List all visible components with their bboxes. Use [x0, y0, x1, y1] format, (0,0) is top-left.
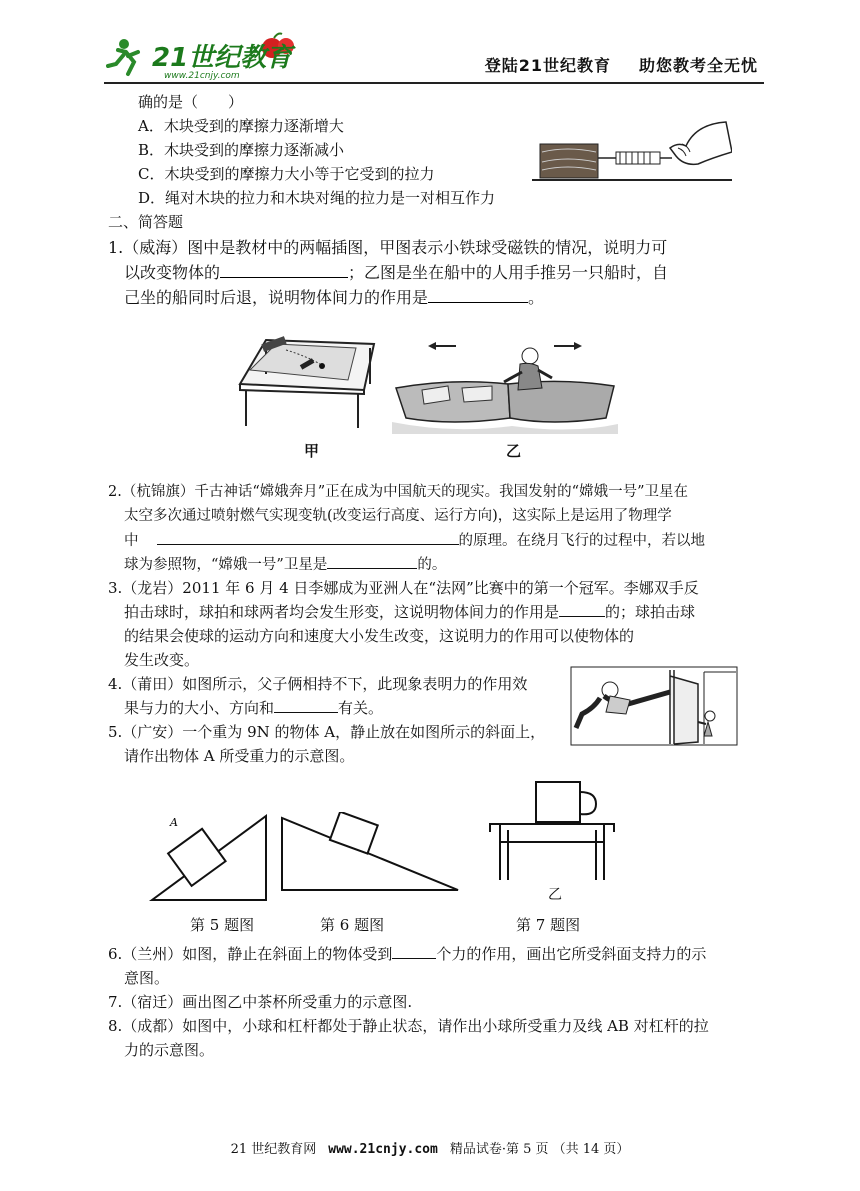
- q6-text: 个力的作用，画出它所受斜面支持力的示: [436, 945, 707, 963]
- q1-line3: [124, 286, 544, 310]
- q3-line2: [124, 600, 695, 624]
- caption-jia: 甲: [304, 442, 320, 460]
- q2-line4: [124, 552, 446, 577]
- q2-line1: 2.（杭锦旗）千古神话“嫦娥奔月”正在成为中国航天的现实。我国发射的“嫦娥一号”卫星在: [108, 484, 688, 500]
- boats-figure: [392, 338, 618, 434]
- caption-yi: 乙: [506, 442, 522, 460]
- q6-line1: [108, 942, 706, 966]
- footer-url[interactable]: www.21cnjy.com: [328, 1142, 438, 1157]
- q5-line2: 请作出物体 A 所受重力的示意图。: [124, 747, 355, 765]
- q3-line1: 3.（龙岩）2011 年 6 月 4 日李娜成为亚洲人在“法网”比赛中的第一个冠军。李娜双手反: [108, 579, 699, 597]
- fig7-label-yi: 乙: [548, 887, 562, 903]
- page-footer: [0, 1138, 860, 1157]
- q8-line1: 8.（成都）如图中，小球和杠杆都处于静止状态，请作出小球所受重力及线 AB 对杠杆的拉: [108, 1017, 709, 1035]
- slogan-help: 助您教考全无忧: [638, 56, 758, 75]
- fig7-caption: 第 7 题图: [516, 916, 581, 934]
- runner-icon: [108, 39, 138, 74]
- q1-answer-blank-2[interactable]: [428, 286, 528, 303]
- q2-answer-blank-2[interactable]: [327, 552, 417, 569]
- q3-line4: 发生改变。: [124, 651, 200, 669]
- site-logo: [104, 30, 314, 82]
- q7-line1: 7.（宿迁）画出图乙中茶杯所受重力的示意图.: [108, 993, 413, 1011]
- q6-text: 6.（兰州）如图，静止在斜面上的物体受到: [108, 945, 393, 963]
- q6-line2: 意图。: [124, 969, 170, 987]
- q5-line1: 5.（广安）一个重为 9N 的物体 A，静止放在如图所示的斜面上，: [108, 723, 546, 741]
- q4-text: 果与力的大小、方向和: [124, 699, 275, 717]
- q4-answer-blank[interactable]: [274, 696, 338, 713]
- q1-text: ；乙图是坐在船中的人用手推另一只船时，自: [348, 263, 669, 282]
- q2-text: 的原理。在绕月飞行的过程中，若以地: [458, 533, 705, 549]
- q6-answer-blank[interactable]: [392, 942, 436, 959]
- q4-text: 有关。: [338, 699, 384, 717]
- footer-site: 21 世纪教育网: [230, 1142, 317, 1157]
- fig5-caption: 第 5 题图: [190, 916, 255, 934]
- q1-line2: [124, 261, 668, 285]
- option-c: C．木块受到的摩擦力大小等于它受到的拉力: [138, 165, 435, 183]
- q1-line1: 1.（威海）图中是教材中的两幅插图，甲图表示小铁球受磁铁的情况，说明力可: [108, 238, 668, 257]
- door-push-figure: [570, 666, 738, 746]
- fig6-caption: 第 6 题图: [320, 916, 385, 934]
- option-d: D．绳对木块的拉力和木块对绳的拉力是一对相互作力: [138, 189, 496, 207]
- footer-page: 精品试卷·第 5 页 （共 14 页）: [449, 1142, 630, 1157]
- option-b: B．木块受到的摩擦力逐渐减小: [138, 141, 345, 159]
- option-a: A．木块受到的摩擦力逐渐增大: [138, 117, 344, 135]
- fig5-incline: [148, 810, 272, 904]
- logo-url: www.21cnjy.com: [164, 71, 240, 81]
- magnet-table-figure: [236, 334, 378, 430]
- q1-answer-blank-1[interactable]: [220, 261, 348, 278]
- q1-text: 以改变物体的: [124, 263, 221, 282]
- spring-scale-figure: [532, 118, 732, 186]
- prev-question-tail: 确的是（ ）: [138, 93, 244, 111]
- section-heading: 二、简答题: [108, 213, 184, 231]
- fig6-incline: [278, 812, 464, 894]
- q1-text: 己坐的船同时后退，说明物体间力的作用是: [124, 288, 429, 307]
- q2-text: 的。: [417, 557, 447, 573]
- q3-line3: 的结果会使球的运动方向和速度大小发生改变，这说明力的作用可以使物体的: [124, 627, 635, 645]
- q2-text: 中: [124, 533, 139, 549]
- q2-line3: [124, 528, 705, 553]
- fig7-cup-table: [488, 780, 616, 884]
- q3-text: 的；球拍击球: [605, 603, 696, 621]
- q2-line2: 太空多次通过喷射燃气实现变轨(改变运行高度、运行方向)，这实际上是运用了物理学: [124, 508, 672, 524]
- q3-text: 拍击球时，球拍和球两者均会发生形变，这说明物体间力的作用是: [124, 603, 560, 621]
- q3-answer-blank-1[interactable]: [559, 600, 605, 617]
- q4-line1: 4.（莆田）如图所示，父子俩相持不下，此现象表明力的作用效: [108, 675, 528, 693]
- arrow-left-icon: [428, 342, 456, 350]
- q4-line2: [124, 696, 383, 720]
- logo-text: 21世纪教育: [152, 43, 293, 73]
- q2-text: 球为参照物，“嫦娥一号”卫星是: [124, 557, 328, 573]
- arrow-right-icon: [554, 342, 582, 350]
- fig5-label-a: A: [170, 816, 178, 829]
- slogan-login: 登陆21世纪教育: [484, 56, 611, 75]
- header-slogan: [485, 53, 758, 76]
- q2-answer-blank-1[interactable]: [157, 528, 459, 545]
- q8-line2: 力的示意图。: [124, 1041, 215, 1059]
- q1-text: 。: [528, 288, 545, 307]
- page-header: [104, 30, 764, 84]
